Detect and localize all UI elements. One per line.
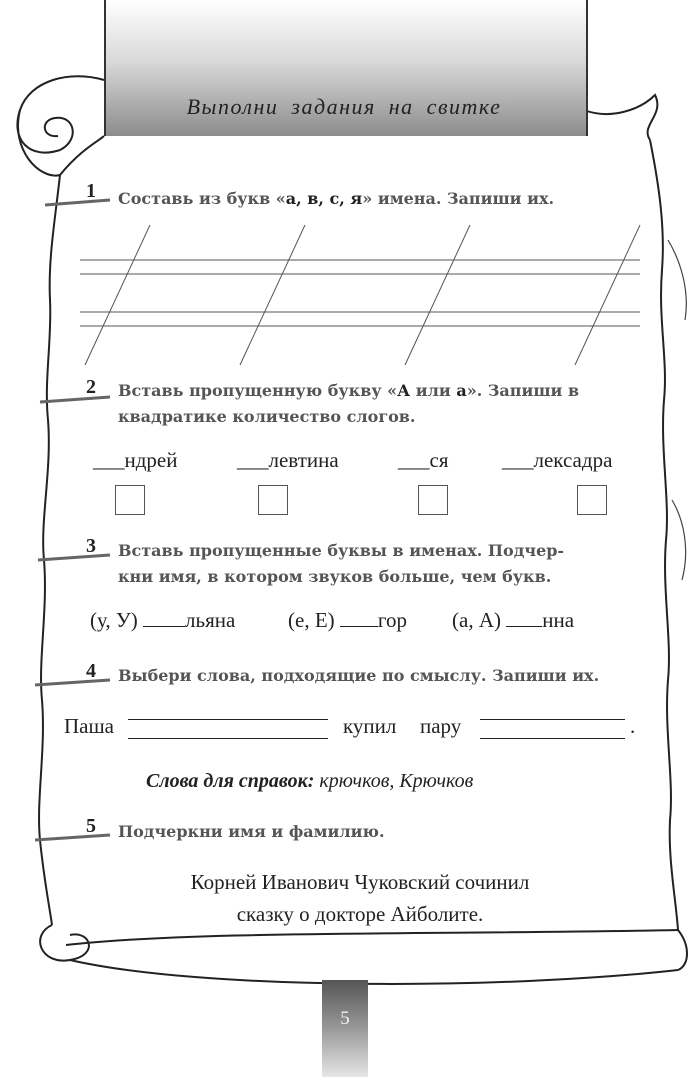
task-2-text: Вставь пропущенную букву «А или а». Запиши в квадратике количество слогов.	[118, 381, 580, 426]
task-2-word-3: ___ся	[398, 448, 449, 472]
blank-3[interactable]	[506, 608, 542, 627]
syllable-box-1[interactable]	[115, 485, 145, 515]
task-2-word-4: ___лексадра	[502, 448, 613, 472]
task-4-number: 4	[86, 660, 96, 682]
syllable-box-2[interactable]	[258, 485, 288, 515]
blank-2[interactable]	[340, 608, 378, 627]
task-1-text: Составь из букв «а, в, с, я» имена. Запиши их.	[118, 189, 555, 208]
task-2-word-1: ___ндрей	[93, 448, 178, 472]
sentence-word-kupil: купил	[343, 714, 397, 738]
page-title: Выполни задания на свитке	[186, 94, 502, 119]
task-5-number: 5	[86, 815, 96, 837]
page-number: 5	[340, 1008, 350, 1029]
task-5-line-1: Корней Иванович Чуковский сочинил	[190, 870, 530, 894]
hint-line: Слова для справок: крючков, Крючков	[146, 770, 474, 792]
task-5-text: Подчеркни имя и фамилию.	[118, 822, 385, 841]
task-3-text: Вставь пропущенные буквы в именах. Подчер- кни имя, в котором звуков больше, чем букв.	[118, 541, 565, 586]
task-3-item-3: (а, А) нна	[452, 608, 575, 632]
task-2-number: 2	[86, 376, 96, 398]
answer-line-2[interactable]	[480, 719, 625, 739]
sentence-word-paru: пару	[420, 714, 462, 738]
syllable-box-3[interactable]	[418, 485, 448, 515]
task-3-item-1: (у, У) льяна	[90, 608, 236, 632]
task-5-line-2: сказку о докторе Айболите.	[236, 902, 484, 926]
sentence-word-pasha: Паша	[64, 714, 114, 738]
task-3-item-2: (е, Е) гор	[288, 608, 407, 632]
syllable-box-4[interactable]	[577, 485, 607, 515]
answer-line-1[interactable]	[128, 719, 328, 739]
task-4-text: Выбери слова, подходящие по смыслу. Запиши их.	[118, 666, 600, 685]
task-2-word-2: ___левтина	[237, 448, 339, 472]
task-1-number: 1	[86, 180, 96, 202]
task-3-number: 3	[86, 535, 96, 557]
blank-1[interactable]	[143, 608, 185, 627]
sentence-period: .	[630, 714, 636, 738]
